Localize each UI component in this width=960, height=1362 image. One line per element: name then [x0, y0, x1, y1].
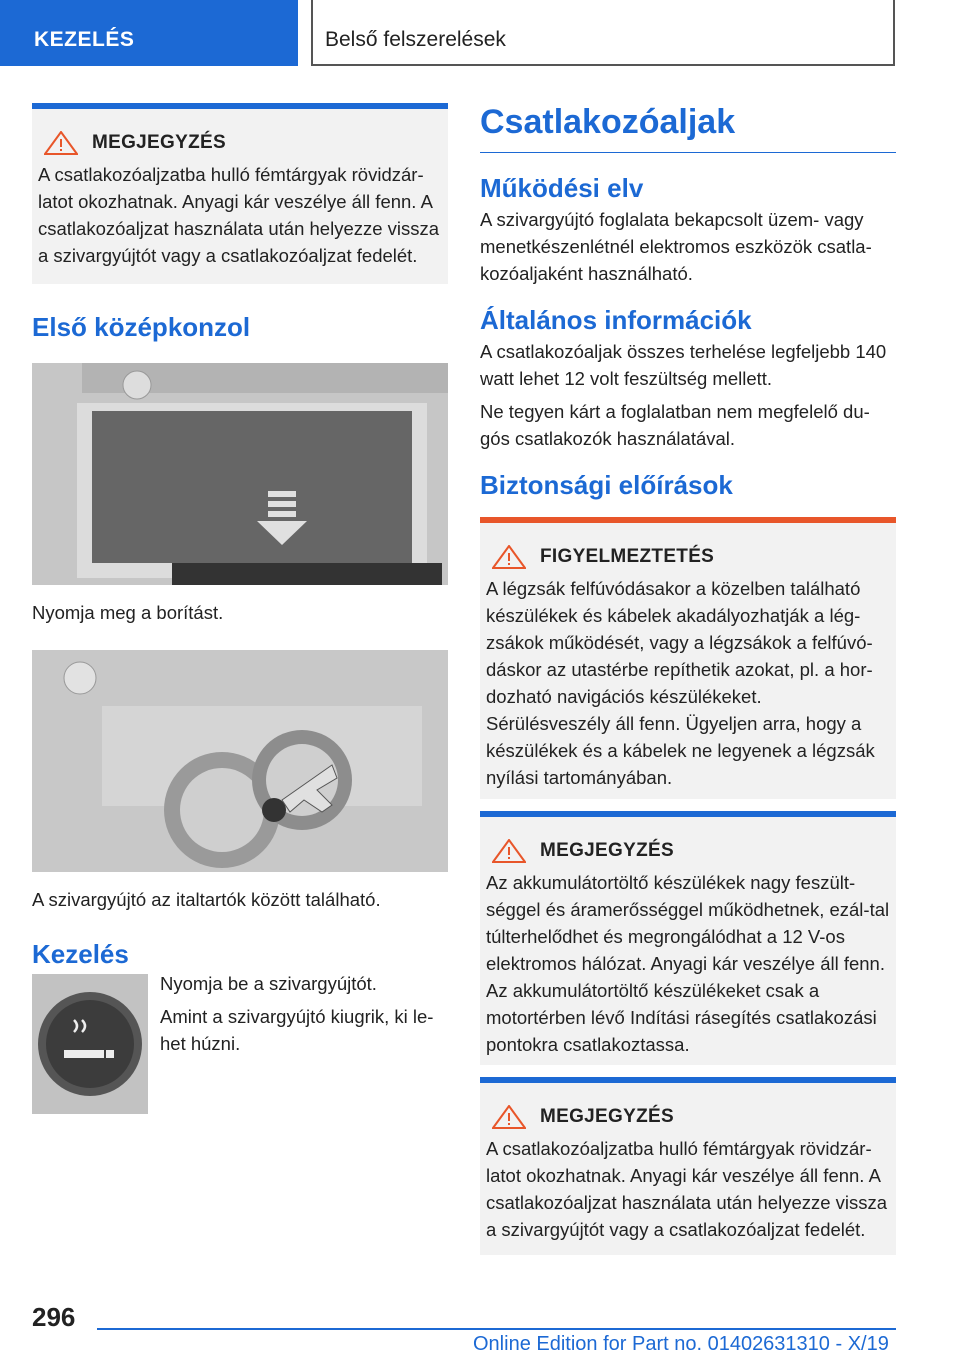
warning-triangle-icon — [44, 131, 78, 155]
general-info-text-2: Ne tegyen kárt a foglalatban nem megfelelő du-gós csatlakozók használatával. — [480, 401, 870, 449]
warning-header — [486, 545, 890, 569]
chapter-tab: KEZELÉS — [0, 0, 298, 66]
notice-body: Az akkumulátortöltő készülékek nagy feszült-séggel és áramerősséggel működhetnek, ezál-tal túlterhelődhet és megrongálódhat a 12 V-os elektromos hálózat. Anyagi kár veszélye áll fenn. Az akkumulátortöltő készülékeket csak a motortérben lévő Indítási rásegítés csatlakozási pontokra csatlakoztassa. — [486, 872, 890, 1055]
notice-box — [480, 1077, 896, 1255]
warning-title: FIGYELMEZTETÉS — [540, 546, 715, 567]
section-header: Belső felszerelések — [311, 0, 895, 66]
notice-header — [486, 839, 890, 863]
warning-triangle-icon — [492, 839, 526, 863]
footer-rule — [97, 1328, 896, 1330]
cigarette-lighter-photo — [32, 650, 448, 872]
edition-text: Online Edition for Part no. 01402631310 - X/19 — [473, 1333, 889, 1355]
left-column — [32, 103, 448, 1114]
operation-step-2: Amint a szivargyújtó kiugrik, ki le-het húzni. — [160, 1006, 434, 1054]
notice-title: MEGJEGYZÉS — [92, 132, 226, 153]
notice-header — [486, 1105, 890, 1129]
notice-header — [38, 131, 442, 155]
console-cover-illustration — [32, 363, 448, 585]
notice-body: A csatlakozóaljzatba hulló fémtárgyak rövidzár-latot okozhatnak. Anyagi kár veszélye áll fenn. A csatlakozóaljzat használata után helyezze vissza a szivargyújtót vagy a csatlakozóaljzat fedelét. — [38, 164, 440, 266]
console-cover-photo — [32, 363, 448, 585]
section-title: Első középkonzol — [32, 312, 251, 342]
operation-block — [32, 974, 448, 1114]
cup-holder-illustration — [32, 650, 448, 872]
warning-box — [480, 517, 896, 799]
operation-title: Kezelés — [32, 939, 129, 969]
photo-caption: Nyomja meg a borítást. — [32, 602, 224, 623]
notice-body: A csatlakozóaljzatba hulló fémtárgyak rövidzár-latot okozhatnak. Anyagi kár veszélye áll fenn. A csatlakozóaljzat használata után helyezze vissza a szivargyújtót vagy a csatlakozóaljzat fedelét. — [486, 1138, 888, 1240]
notice-title: MEGJEGYZÉS — [540, 1106, 674, 1127]
safety-title: Biztonsági előírások — [480, 470, 733, 500]
notice-box — [480, 811, 896, 1065]
general-info-title: Általános információk — [480, 305, 752, 335]
warning-triangle-icon — [492, 1105, 526, 1129]
lighter-button-image — [32, 974, 148, 1114]
notice-box — [32, 103, 448, 284]
operation-step-1: Nyomja be a szivargyújtót. — [160, 973, 377, 994]
warning-body: A légzsák felfúvódásakor a közelben található készülékek és kábelek akadályozhatják a lég-zsákok működését, vagy a légzsákok a felfúvó-dáskor az utastérbe repíthetik azokat, pl. a hor-dozható navigációs készülékeket. Sérülésveszély áll fenn. Ügyeljen arra, hogy a készülékek és a kábelek ne legyenek a légzsák nyílási tartományában. — [486, 578, 875, 788]
principle-title: Működési elv — [480, 173, 644, 203]
page-number: 296 — [32, 1302, 76, 1332]
cigarette-icon — [32, 974, 148, 1114]
principle-text: A szivargyújtó foglalata bekapcsolt üzem- vagy menetkészenlétnél elektromos eszközök csatla-kozóaljaként használható. — [480, 209, 872, 284]
general-info-text-1: A csatlakozóaljak összes terhelése legfeljebb 140 watt lehet 12 volt feszültség mellett. — [480, 341, 887, 389]
notice-title: MEGJEGYZÉS — [540, 840, 674, 861]
warning-triangle-icon — [492, 545, 526, 569]
photo-caption: A szivargyújtó az italtartók között található. — [32, 889, 381, 910]
main-title: Csatlakozóaljak — [480, 103, 896, 153]
right-column — [480, 103, 896, 1255]
